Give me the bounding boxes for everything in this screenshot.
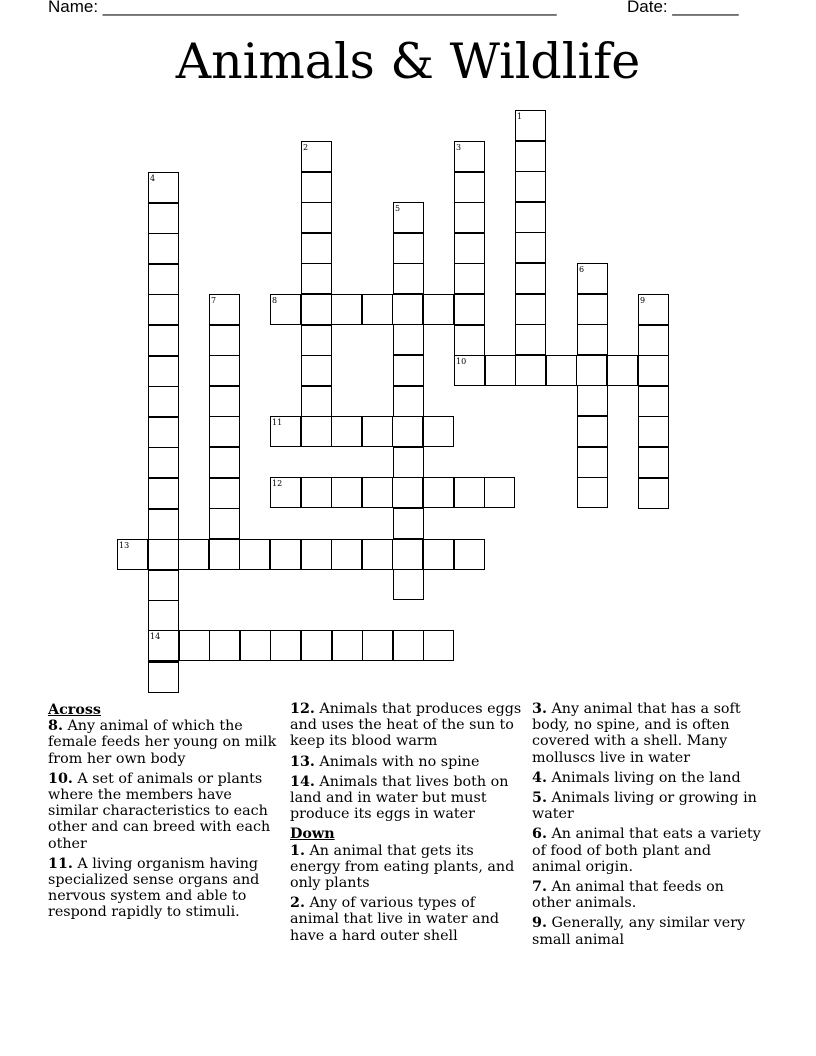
clue-item-text: Animals with no spine	[314, 753, 480, 770]
clue-item-number: 13.	[290, 753, 315, 770]
clue-item-number: 2.	[290, 895, 305, 912]
crossword-cell[interactable]	[209, 294, 240, 325]
crossword-cell[interactable]	[454, 172, 485, 203]
crossword-cell[interactable]	[423, 539, 454, 570]
crossword-cell[interactable]	[301, 477, 332, 508]
crossword-cell[interactable]	[454, 263, 485, 294]
crossword-cell[interactable]	[393, 447, 424, 478]
clue-item-text: Any animal that has a soft body, no spine, and is often covered with a shell. Many molluscs live in water	[532, 701, 741, 766]
across-heading: Across	[48, 702, 101, 718]
crossword-cell[interactable]	[454, 141, 485, 172]
crossword-cell[interactable]	[393, 263, 424, 294]
clue-number: 2	[303, 143, 309, 152]
crossword-cell[interactable]	[362, 294, 393, 325]
clue-item	[290, 754, 524, 770]
crossword-cell[interactable]	[515, 141, 546, 172]
clue-item-number: 14.	[290, 773, 315, 790]
crossword-cell[interactable]	[301, 630, 332, 661]
crossword-cell[interactable]	[239, 539, 270, 570]
clue-number: 5	[395, 204, 401, 213]
crossword-cell[interactable]	[332, 630, 363, 661]
crossword-cell[interactable]	[209, 478, 240, 509]
clue-item	[290, 774, 524, 823]
crossword-cell[interactable]	[362, 416, 393, 447]
clue-item-text: Animals that lives both on land and in water but must produce its eggs in water	[290, 773, 509, 823]
crossword-cell[interactable]	[392, 294, 423, 325]
crossword-cell[interactable]	[362, 539, 393, 570]
crossword-cell[interactable]	[148, 264, 179, 295]
crossword-cell[interactable]	[148, 172, 179, 203]
crossword-cell[interactable]	[393, 386, 424, 417]
crossword-cell[interactable]	[270, 477, 301, 508]
crossword-cell[interactable]	[638, 416, 669, 447]
clue-number: 10	[456, 357, 467, 366]
crossword-cell[interactable]	[515, 355, 546, 386]
crossword-cell[interactable]	[240, 630, 271, 661]
crossword-cell[interactable]	[301, 172, 332, 203]
crossword-cell[interactable]	[454, 355, 485, 386]
crossword-cell[interactable]	[638, 294, 669, 325]
crossword-cell[interactable]	[577, 294, 608, 325]
crossword-cell[interactable]	[393, 508, 424, 539]
crossword-cell[interactable]	[209, 508, 240, 539]
date-field-label: Date: _______	[627, 0, 739, 16]
clue-item-text: Animals living on the land	[546, 769, 741, 786]
crossword-cell[interactable]	[515, 294, 546, 325]
crossword-cell[interactable]	[454, 539, 485, 570]
crossword-cell[interactable]	[515, 171, 546, 202]
crossword-cell[interactable]	[179, 630, 210, 661]
clue-item-number: 3.	[532, 701, 547, 717]
crossword-cell[interactable]	[209, 539, 240, 570]
crossword-cell[interactable]	[148, 386, 179, 417]
crossword-cell[interactable]	[576, 355, 607, 386]
across-clue-list-continued	[290, 701, 524, 822]
crossword-cell[interactable]	[148, 600, 179, 631]
crossword-cell[interactable]	[209, 630, 240, 661]
crossword-cell[interactable]	[148, 478, 179, 509]
crossword-cell[interactable]	[209, 325, 240, 356]
clue-item-number: 4.	[532, 769, 547, 786]
crossword-cell[interactable]	[178, 539, 209, 570]
crossword-cell[interactable]	[301, 539, 332, 570]
crossword-cell[interactable]	[638, 355, 669, 386]
crossword-cell[interactable]	[301, 141, 332, 172]
crossword-cell[interactable]	[209, 416, 240, 447]
crossword-cell[interactable]	[301, 325, 332, 356]
clue-item-text: A living organism having specialized sense organs and nervous system and able to respond rapidly to stimuli.	[48, 855, 260, 921]
clue-number: 6	[579, 265, 585, 274]
crossword-cell[interactable]	[270, 539, 301, 570]
crossword-cell[interactable]	[362, 477, 393, 508]
clue-item	[48, 718, 284, 767]
clue-item	[290, 701, 524, 750]
crossword-cell[interactable]	[484, 477, 515, 508]
clue-item-number: 9.	[532, 915, 547, 932]
crossword-cell[interactable]	[148, 356, 179, 387]
clue-number: 13	[119, 541, 130, 550]
crossword-cell[interactable]	[515, 324, 546, 355]
crossword-cell[interactable]	[148, 233, 179, 264]
clue-item-number: 12.	[290, 701, 315, 717]
crossword-cell[interactable]	[148, 203, 179, 234]
down-clue-list	[290, 843, 524, 944]
clue-item-text: Animals that produces eggs and uses the heat of the sun to keep its blood warm	[290, 701, 522, 750]
clue-item-text: An animal that eats a variety of food of both plant and animal origin.	[532, 826, 761, 875]
crossword-cell[interactable]	[393, 202, 424, 233]
crossword-cell[interactable]	[423, 294, 454, 325]
clue-item-text: A set of animals or plants where the members have similar characteristics to each other and can breed with each other	[48, 770, 271, 852]
crossword-cell[interactable]	[423, 477, 454, 508]
crossword-cell[interactable]	[270, 630, 301, 661]
crossword-cell[interactable]	[393, 569, 424, 600]
clue-number: 9	[640, 296, 646, 305]
crossword-cell[interactable]	[423, 416, 454, 447]
crossword-cell[interactable]	[454, 294, 485, 325]
crossword-cell[interactable]	[331, 539, 362, 570]
crossword-cell[interactable]	[454, 202, 485, 233]
crossword-cell[interactable]	[638, 478, 669, 509]
crossword-cell[interactable]	[301, 416, 332, 447]
clue-item-number: 8.	[48, 718, 63, 735]
crossword-cell[interactable]	[515, 202, 546, 233]
clue-item-number: 10.	[48, 770, 73, 787]
clue-number: 11	[272, 418, 283, 427]
clue-item-text: Generally, any similar very small animal	[532, 915, 746, 948]
crossword-cell[interactable]	[392, 539, 423, 570]
clue-item	[532, 915, 762, 947]
down-clue-list-continued	[532, 701, 762, 948]
name-field-label: Name: ________________________________________________	[48, 0, 557, 16]
clue-item-number: 5.	[532, 790, 547, 807]
crossword-cell[interactable]	[485, 355, 516, 386]
crossword-cell[interactable]	[423, 630, 454, 661]
crossword-cell[interactable]	[393, 630, 424, 661]
crossword-cell[interactable]	[301, 386, 332, 417]
clue-item	[48, 771, 284, 852]
clues-column-3	[532, 701, 762, 952]
clue-item-text: An animal that feeds on other animals.	[532, 879, 724, 912]
clue-item	[532, 879, 762, 911]
crossword-cell[interactable]	[392, 477, 423, 508]
clue-item-text: Animals living or growing in water	[532, 790, 757, 823]
clue-item	[48, 856, 284, 921]
crossword-cell[interactable]	[638, 447, 669, 478]
clue-number: 3	[456, 143, 462, 152]
crossword-cell[interactable]	[607, 355, 638, 386]
crossword-cell[interactable]	[301, 294, 332, 325]
clue-item	[532, 701, 762, 766]
clue-item	[290, 843, 524, 892]
crossword-cell[interactable]	[148, 325, 179, 356]
crossword-cell[interactable]	[515, 110, 546, 141]
crossword-cell[interactable]	[148, 570, 179, 601]
clue-item	[532, 826, 762, 875]
crossword-cell[interactable]	[515, 232, 546, 263]
crossword-cell[interactable]	[577, 416, 608, 447]
clue-item-number: 7.	[532, 879, 547, 896]
crossword-cell[interactable]	[392, 416, 423, 447]
crossword-cell[interactable]	[301, 202, 332, 233]
clue-item-number: 6.	[532, 826, 547, 843]
crossword-cell[interactable]	[515, 263, 546, 294]
crossword-cell[interactable]	[393, 355, 424, 386]
crossword-cell[interactable]	[393, 233, 424, 264]
crossword-cell[interactable]	[577, 477, 608, 508]
crossword-cell[interactable]	[577, 263, 608, 294]
crossword-cell[interactable]	[454, 477, 485, 508]
crossword-cell[interactable]	[331, 294, 362, 325]
crossword-cell[interactable]	[117, 539, 148, 570]
clues-column-1	[48, 701, 284, 925]
crossword-cell[interactable]	[270, 416, 301, 447]
crossword-cell[interactable]	[331, 477, 362, 508]
clue-item-text: Any of various types of animal that live in water and have a hard outer shell	[290, 895, 500, 944]
crossword-cell[interactable]	[148, 509, 179, 540]
crossword-cell[interactable]	[301, 263, 332, 294]
across-clue-list	[48, 718, 284, 920]
clue-item-text: An animal that gets its energy from eating plants, and only plants	[290, 842, 515, 892]
crossword-cell[interactable]	[148, 417, 179, 448]
crossword-cell[interactable]	[148, 447, 179, 478]
crossword-cell[interactable]	[148, 630, 179, 661]
crossword-cell[interactable]	[546, 355, 577, 386]
crossword-cell[interactable]	[301, 355, 332, 386]
crossword-cell[interactable]	[393, 324, 424, 355]
clue-item	[290, 895, 524, 944]
crossword-cell[interactable]	[301, 233, 332, 264]
crossword-cell[interactable]	[331, 416, 362, 447]
clue-item-text: Any animal of which the female feeds her young on milk from her own body	[48, 718, 277, 767]
clue-number: 14	[150, 632, 161, 641]
clue-item	[532, 790, 762, 822]
crossword-cell[interactable]	[148, 662, 179, 693]
crossword-cell[interactable]	[577, 447, 608, 478]
clue-item	[532, 770, 762, 786]
crossword-cell[interactable]	[362, 630, 393, 661]
crossword-cell[interactable]	[638, 325, 669, 356]
crossword-cell[interactable]	[148, 539, 179, 570]
crossword-cell[interactable]	[270, 294, 301, 325]
crossword-cell[interactable]	[577, 324, 608, 355]
crossword-cell[interactable]	[209, 447, 240, 478]
clue-number: 4	[150, 174, 156, 183]
clue-number: 12	[272, 479, 283, 488]
clue-number: 8	[272, 296, 278, 305]
crossword-cell[interactable]	[209, 386, 240, 417]
crossword-cell[interactable]	[454, 325, 485, 356]
crossword-cell[interactable]	[577, 385, 608, 416]
clue-number: 7	[211, 296, 217, 305]
clue-number: 1	[517, 112, 523, 121]
clues-column-2	[290, 701, 524, 948]
crossword-cell[interactable]	[454, 233, 485, 264]
crossword-cell[interactable]	[638, 386, 669, 417]
clue-item-number: 11.	[48, 855, 73, 872]
crossword-cell[interactable]	[209, 355, 240, 386]
page-title: Animals & Wildlife	[175, 33, 641, 90]
clue-item-number: 1.	[290, 842, 305, 859]
crossword-cell[interactable]	[148, 294, 179, 325]
down-heading: Down	[290, 826, 335, 843]
